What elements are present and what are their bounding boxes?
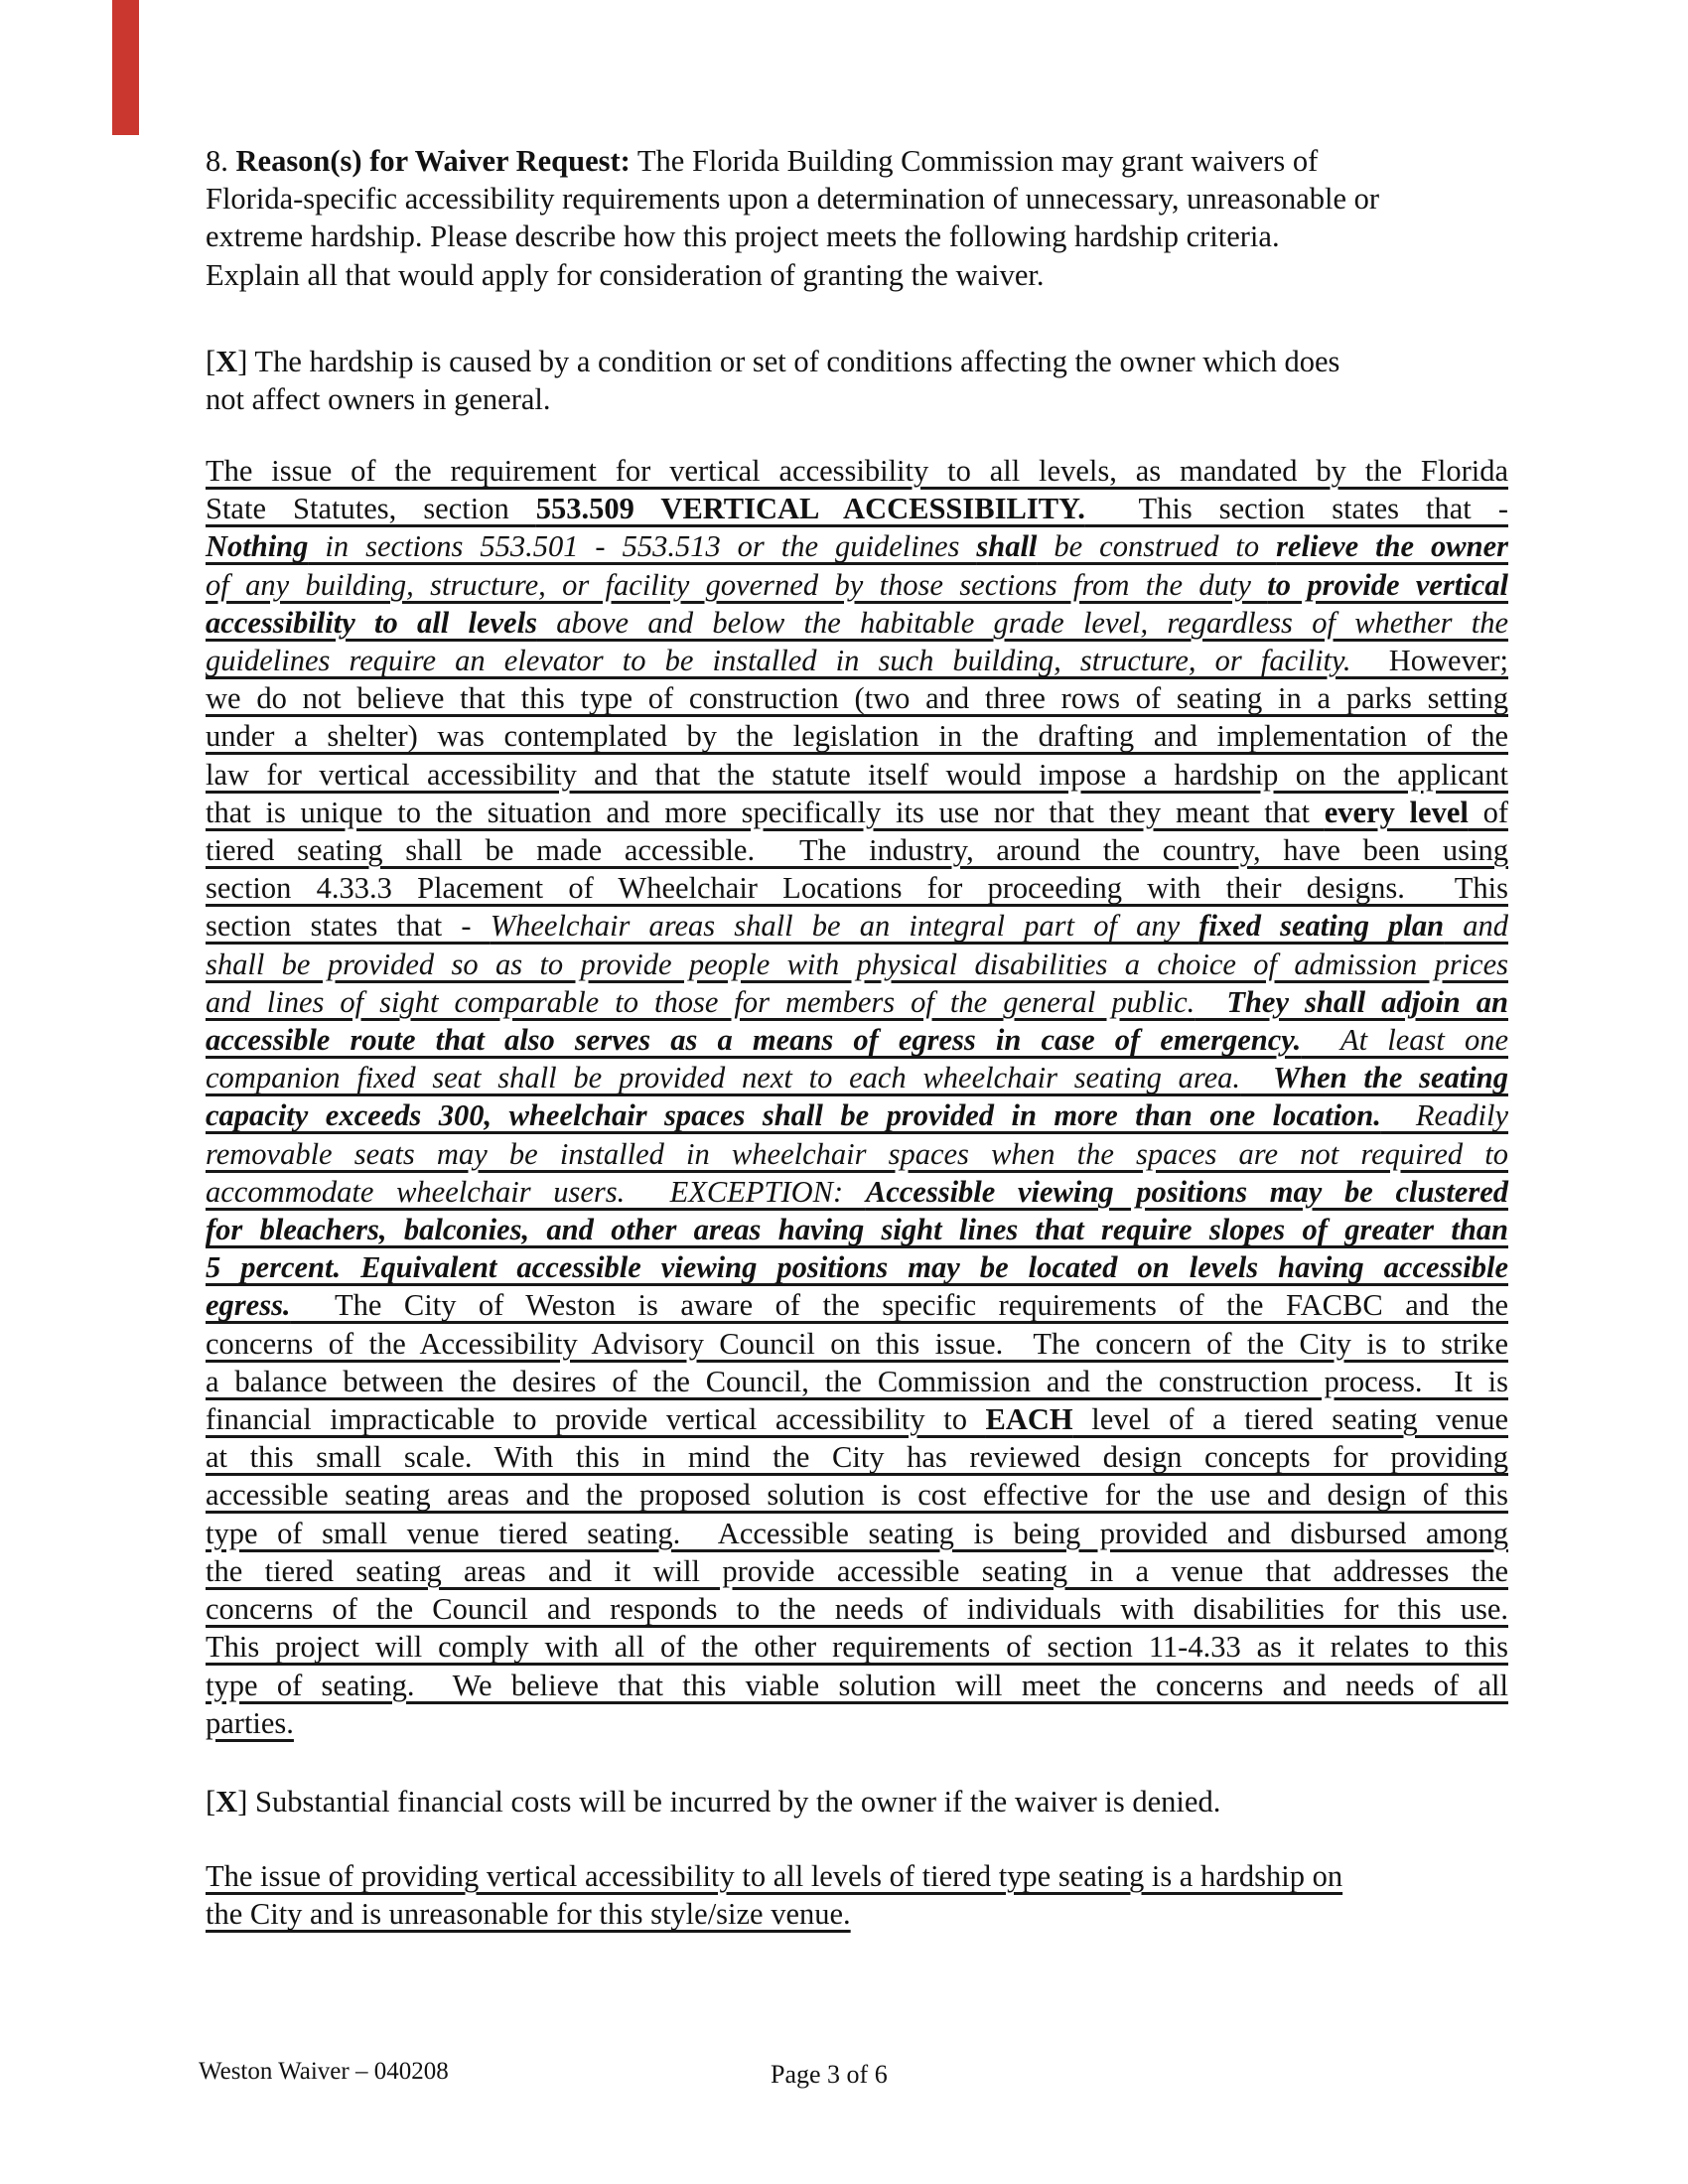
footer-doc-ref: Weston Waiver – 040208 xyxy=(199,2058,449,2085)
text-line: [X] The hardship is caused by a condition or set of conditions affecting the owner which does xyxy=(206,345,1340,378)
paragraph-hardship-statement xyxy=(206,1857,1342,1933)
text-line: tiered seating shall be made accessible. The industry, around the country, have been using xyxy=(206,833,1508,868)
text-line: 5 percent. Equivalent accessible viewing positions may be located on levels having accessible xyxy=(206,1250,1508,1285)
text-line: for bleachers, balconies, and other areas having sight lines that require slopes of greater than xyxy=(206,1213,1508,1247)
red-scan-mark xyxy=(112,0,139,135)
text-line: State Statutes, section 553.509 VERTICAL ACCESSIBILITY. This section states that - xyxy=(206,492,1508,526)
paragraph-checkbox-hardship-condition xyxy=(206,343,1339,418)
text-line: egress. The City of Weston is aware of the specific requirements of the FACBC and the xyxy=(206,1288,1508,1323)
text-line: accommodate wheelchair users. EXCEPTION: Accessible viewing positions may be clustered xyxy=(206,1174,1508,1209)
text-line: Florida-specific accessibility requirements upon a determination of unnecessary, unreasonable or xyxy=(206,182,1380,217)
text-line: law for vertical accessibility and that the statute itself would impose a hardship on the applicant xyxy=(206,757,1508,792)
text-line: parties. xyxy=(206,1705,294,1740)
text-line: removable seats may be installed in wheelchair spaces when the spaces are not required to xyxy=(206,1136,1508,1171)
text-line: extreme hardship. Please describe how this project meets the following hardship criteria. xyxy=(206,219,1280,254)
text-line: section 4.33.3 Placement of Wheelchair Locations for proceeding with their designs. This xyxy=(206,871,1508,906)
text-line: guidelines require an elevator to be installed in such building, structure, or facility. However; xyxy=(206,644,1508,678)
text-line: the City and is unreasonable for this style/size venue. xyxy=(206,1897,851,1932)
text-line: accessibility to all levels above and below the habitable grade level, regardless of whether the xyxy=(206,605,1509,640)
text-line: under a shelter) was contemplated by the legislation in the drafting and implementation of the xyxy=(206,719,1508,754)
text-line: type of small venue tiered seating. Accessible seating is being provided and disbursed among xyxy=(206,1516,1508,1550)
text-line: The issue of providing vertical accessibility to all levels of tiered type seating is a hardship on xyxy=(206,1859,1343,1893)
text-line: Explain all that would apply for consideration of granting the waiver. xyxy=(206,257,1045,292)
text-line: at this small scale. With this in mind the City has reviewed design concepts for providing xyxy=(206,1440,1508,1475)
text-line: accessible seating areas and the proposed solution is cost effective for the use and design of this xyxy=(206,1478,1508,1513)
text-line: a balance between the desires of the Council, the Commission and the construction process. It is xyxy=(206,1364,1508,1398)
text-line: [X] Substantial financial costs will be incurred by the owner if the waiver is denied. xyxy=(206,1785,1221,1819)
text-line: capacity exceeds 300, wheelchair spaces shall be provided in more than one location. Readily xyxy=(206,1098,1509,1133)
text-line: not affect owners in general. xyxy=(206,382,551,417)
text-line: that is unique to the situation and more specifically its use nor that they meant that every level of xyxy=(206,795,1508,829)
paragraph-checkbox-financial-costs xyxy=(206,1783,1220,1820)
text-line: shall be provided so as to provide people with physical disabilities a choice of admission prices xyxy=(206,946,1508,981)
text-line: Nothing in sections 553.501 - 553.513 or the guidelines shall be construed to relieve the owner xyxy=(206,529,1509,564)
text-line: accessible route that also serves as a means of egress in case of emergency. At least one xyxy=(206,1023,1508,1058)
text-line: of any building, structure, or facility governed by those sections from the duty to provide vertical xyxy=(206,567,1508,602)
text-line: we do not believe that this type of construction (two and three rows of seating in a parks setting xyxy=(206,681,1508,716)
text-line: concerns of the Accessibility Advisory Council on this issue. The concern of the City is to strike xyxy=(206,1326,1508,1361)
paragraph-waiver-reason-body xyxy=(206,452,1508,1742)
footer-page-number: Page 3 of 6 xyxy=(771,2060,888,2089)
text-line: section states that - Wheelchair areas shall be an integral part of any fixed seating plan and xyxy=(206,909,1508,944)
text-line: the tiered seating areas and it will provide accessible seating in a venue that addresses the xyxy=(206,1553,1508,1588)
paragraph-waiver-request-intro xyxy=(206,142,1379,294)
text-line: The issue of the requirement for vertical accessibility to all levels, as mandated by the Florida xyxy=(206,454,1508,488)
text-line: type of seating. We believe that this viable solution will meet the concerns and needs of all xyxy=(206,1668,1508,1702)
text-line: financial impracticable to provide vertical accessibility to EACH level of a tiered seating venue xyxy=(206,1402,1508,1437)
text-line: This project will comply with all of the other requirements of section 11-4.33 as it relates to this xyxy=(206,1630,1508,1665)
text-line: companion fixed seat shall be provided next to each wheelchair seating area. When the seating xyxy=(206,1061,1508,1095)
text-line: concerns of the Council and responds to the needs of individuals with disabilities for this use. xyxy=(206,1592,1508,1627)
text-line: 8. Reason(s) for Waiver Request: The Florida Building Commission may grant waivers of xyxy=(206,144,1319,178)
text-line: and lines of sight comparable to those for members of the general public. They shall adjoin an xyxy=(206,984,1508,1019)
